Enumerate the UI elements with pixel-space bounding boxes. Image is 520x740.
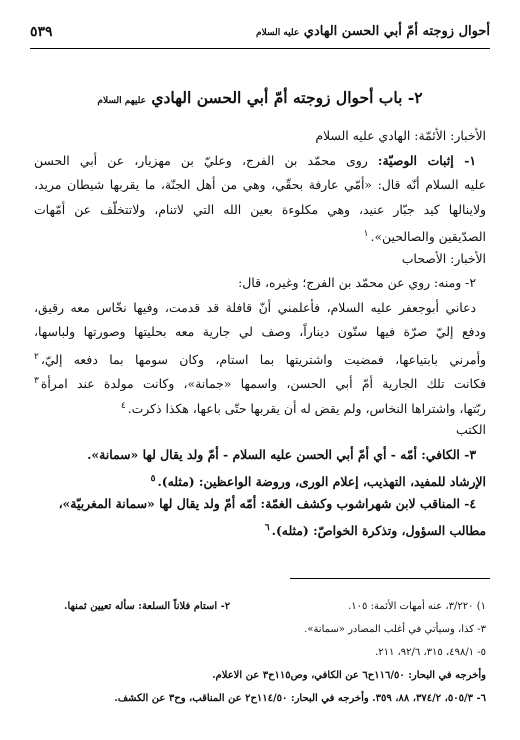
footnote-ref-3: ٣: [34, 376, 39, 386]
chapter-title-text: ٢- باب أحوال زوجته أمّ أبي الحسن الهادي: [151, 88, 423, 107]
footnotes: [34, 595, 486, 710]
body-line-17-text: مطالب السؤول، وتذكرة الخواصّ: (مثله).: [271, 523, 486, 539]
footnote-6: ٦- ٥٠٥/٣، ٣٧٤/٢، ٨٨، ٣٥٩. وأخرجه في البحار: ١١٤/٥٠ح٢ عن المناقب، وح٣ عن الكشف.: [114, 693, 486, 704]
body-line-9: ودفع إليّ صرّة فيها ستّون ديناراً، وصف لي جارية معه بحليتها وصورتها ولباسها،: [34, 324, 486, 339]
footnote-1: [34, 595, 486, 618]
body-line-4: ولاينالها كيد جبّار عنيد، وهي مكلوءة بعين الله التي لاتنام، ولاتتخلّف عن أمّهات: [34, 201, 486, 217]
chapter-honorific: عليهم السلام: [97, 96, 146, 106]
body-line-2: [34, 149, 486, 174]
body-line-10-text: وأمرني بابتياعها، فمضيت واشتريتها بما استام، وكان سومها بما دفعه إليّ،: [40, 351, 486, 367]
footnote-5-extra: وأخرجه في البحار: ١١٦/٥٠ح٦ عن الكافي، وص١١٥ح٣ عن الاعلام.: [212, 670, 486, 681]
body-line-14: ٣- الكافي: أمّه - أي أمّ أبي الحسن عليه السلام - أمّ ولد يقال لها «سمانة».: [87, 446, 476, 462]
footnote-2-text: ٢- استام فلاناً السلعة: سأله تعيين ثمنها.: [64, 601, 231, 612]
footnote-ref-4: ٤: [120, 400, 126, 411]
body-line-15: [34, 467, 486, 492]
body-text: [34, 124, 486, 541]
running-title-text: أحوال زوجته أمّ أبي الحسن الهادي: [303, 24, 490, 39]
body-line-12: [34, 394, 486, 419]
body-line-1: الأخبار: الأئمّة: الهادي عليه السلام: [315, 128, 486, 143]
body-line-15-text: الإرشاد للمفيد، التهذيب، إعلام الورى، وروضة الواعظين: (مثله).: [157, 474, 486, 490]
footnote-rule: [290, 578, 490, 579]
body-line-8: دعاني أبوجعفر عليه السلام، فأعلمني أنّ قافلة قد قدمت، وفيها نخّاس معه رقيق،: [34, 299, 476, 315]
footnote-ref-6: ٦: [264, 523, 270, 533]
body-line-17: [34, 516, 486, 541]
footnote-3: ٣- كذا، وسيأتي في أغلب المصادر «سمانة».: [304, 624, 486, 635]
body-line-6: الأخبار: الأصحاب: [401, 250, 486, 266]
body-line-5-text: الصدّيقين والصالحين».: [370, 229, 486, 245]
body-line-7: ٢- ومنه: روي عن محمّد بن الفرج؛ وغيره، قال:: [238, 275, 476, 290]
body-line-2-text: روى محمّد بن الفرج، وعليّ بن مهزيار، عن أبي الحسن: [34, 152, 368, 168]
footnote-ref-5: ٥: [150, 474, 156, 484]
page-number: ٥٣٩: [30, 24, 53, 40]
footnote-5: ٥- ٤٩٨/١، ٣١٥، ٩٢/٦، ٢١١.: [375, 647, 486, 658]
chapter-title: [30, 88, 490, 107]
body-line-3: عليه السلام أنّه قال: «أمّي عارفة بحقّي، وهي من أهل الجنّة، ما يقربها شيطان مريد،: [34, 177, 486, 192]
running-header: [30, 24, 490, 46]
body-line-11: فكانت تلك الجارية أمّ أبي الحسن، واسمها «جمانة»، وكانت مولدة عند امرأة$^٣$: [34, 376, 486, 392]
body-line-10: [34, 345, 486, 370]
running-title: [256, 24, 490, 39]
footnote-1-text: ١) ٣/٢٢٠، عنه أمهات الأئمة: ١٠٥.: [348, 601, 486, 612]
body-line-16: ٤- المناقب لابن شهراشوب وكشف الغمّة: أمّه أمّ ولد يقال لها «سمانة المغربيّة»،: [58, 495, 476, 511]
section-heading: ١- إثبات الوصيّة:: [377, 152, 476, 168]
footnote-ref-1: ١: [363, 229, 369, 239]
body-line-12-text: ربّتها، واشتراها النخاس، ولم يقض له أن يقربها حتّى باعها، هكذا ذكرت.: [127, 400, 486, 416]
body-line-5: [34, 222, 486, 247]
body-line-13: الكتب: [456, 422, 486, 437]
running-title-honorific: عليه السلام: [256, 28, 300, 38]
header-rule: [30, 48, 490, 49]
footnote-ref-2: ٢: [34, 351, 39, 362]
